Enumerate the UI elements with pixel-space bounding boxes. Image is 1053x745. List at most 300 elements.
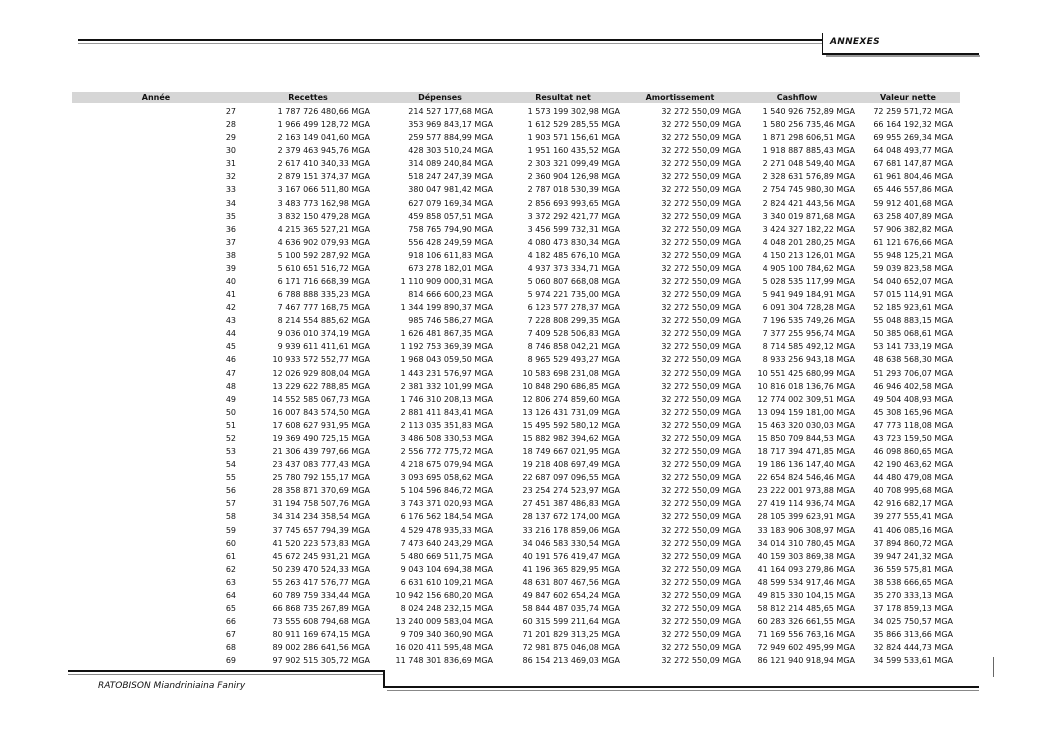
cell-recettes: 7 467 777 168,75 MGA xyxy=(277,303,370,313)
cell-valeur-nette: 35 866 313,66 MGA xyxy=(873,630,953,640)
cell-depenses: 2 556 772 775,72 MGA xyxy=(400,447,493,457)
table-row xyxy=(0,602,1053,615)
cell-valeur-nette: 44 480 479,08 MGA xyxy=(873,473,953,483)
cell-cashflow: 18 717 394 471,85 MGA xyxy=(757,447,855,457)
cell-recettes: 1 787 726 480,66 MGA xyxy=(277,107,370,116)
cell-cashflow: 13 094 159 181,00 MGA xyxy=(757,407,855,417)
cell-valeur-nette: 61 121 676,66 MGA xyxy=(873,237,953,247)
cell-resultat-net: 3 372 292 421,77 MGA xyxy=(527,211,620,221)
cell-recettes: 2 379 463 945,76 MGA xyxy=(277,146,370,156)
cell-amortissement: 32 272 550,09 MGA xyxy=(661,564,741,574)
cell-cashflow: 5 028 535 117,99 MGA xyxy=(762,277,855,287)
cell-amortissement: 32 272 550,09 MGA xyxy=(661,172,741,182)
cell-annee: 40 xyxy=(225,277,236,287)
table-row xyxy=(0,340,1053,353)
cell-recettes: 16 007 843 574,50 MGA xyxy=(272,407,370,417)
cell-amortissement: 32 272 550,09 MGA xyxy=(661,577,741,587)
cell-valeur-nette: 67 681 147,87 MGA xyxy=(873,159,953,169)
cell-annee: 51 xyxy=(225,420,236,430)
cell-annee: 56 xyxy=(225,486,236,496)
cell-resultat-net: 1 951 160 435,52 MGA xyxy=(527,146,620,156)
table-row xyxy=(0,197,1053,210)
cell-cashflow: 4 905 100 784,62 MGA xyxy=(762,263,855,273)
cell-depenses: 459 858 057,51 MGA xyxy=(408,211,493,221)
cell-resultat-net: 10 848 290 686,85 MGA xyxy=(522,381,620,391)
cell-recettes: 14 552 585 067,73 MGA xyxy=(272,394,370,404)
cell-annee: 32 xyxy=(225,172,236,182)
cell-resultat-net: 22 687 097 096,55 MGA xyxy=(522,473,620,483)
table-row xyxy=(0,471,1053,484)
cell-valeur-nette: 57 906 382,82 MGA xyxy=(873,224,953,234)
cell-annee: 27 xyxy=(225,107,236,116)
cell-recettes: 97 902 515 305,72 MGA xyxy=(272,656,370,666)
cell-depenses: 3 743 371 020,93 MGA xyxy=(400,499,493,509)
cell-amortissement: 32 272 550,09 MGA xyxy=(661,420,741,430)
cell-resultat-net: 8 965 529 493,27 MGA xyxy=(527,355,620,365)
cell-cashflow: 1 918 887 885,43 MGA xyxy=(762,146,855,156)
table-row xyxy=(0,654,1053,667)
cell-annee: 66 xyxy=(225,617,236,627)
cell-amortissement: 32 272 550,09 MGA xyxy=(661,185,741,195)
column-header-cashflow: Cashflow xyxy=(776,93,818,102)
cell-annee: 35 xyxy=(225,211,236,221)
cell-resultat-net: 19 218 408 697,49 MGA xyxy=(522,460,620,470)
cell-resultat-net: 2 360 904 126,98 MGA xyxy=(527,172,620,182)
cell-recettes: 2 879 151 374,37 MGA xyxy=(277,172,370,182)
table-row xyxy=(0,131,1053,144)
cell-valeur-nette: 61 961 804,46 MGA xyxy=(873,172,953,182)
cell-amortissement: 32 272 550,09 MGA xyxy=(661,433,741,443)
cell-cashflow: 1 871 298 606,51 MGA xyxy=(762,133,855,143)
cell-amortissement: 32 272 550,09 MGA xyxy=(661,525,741,535)
cell-amortissement: 32 272 550,09 MGA xyxy=(661,460,741,470)
table-row xyxy=(0,641,1053,654)
cell-resultat-net: 4 182 485 676,10 MGA xyxy=(527,250,620,260)
header-rule-shadow xyxy=(78,43,822,44)
cell-depenses: 814 666 600,23 MGA xyxy=(408,290,493,300)
cell-amortissement: 32 272 550,09 MGA xyxy=(661,224,741,234)
cell-annee: 60 xyxy=(225,538,236,548)
cell-depenses: 518 247 247,39 MGA xyxy=(408,172,493,182)
cell-cashflow: 15 463 320 030,03 MGA xyxy=(757,420,855,430)
cell-amortissement: 32 272 550,09 MGA xyxy=(661,277,741,287)
footer-rule-left xyxy=(68,670,384,672)
cell-recettes: 37 745 657 794,39 MGA xyxy=(272,525,370,535)
cell-resultat-net: 15 882 982 394,62 MGA xyxy=(522,433,620,443)
table-row xyxy=(0,576,1053,589)
cell-cashflow: 2 328 631 576,89 MGA xyxy=(762,172,855,182)
cell-depenses: 556 428 249,59 MGA xyxy=(408,237,493,247)
cell-recettes: 2 617 410 340,33 MGA xyxy=(277,159,370,169)
table-row xyxy=(0,157,1053,170)
cell-annee: 28 xyxy=(225,120,236,130)
cell-amortissement: 32 272 550,09 MGA xyxy=(661,499,741,509)
cell-valeur-nette: 46 946 402,58 MGA xyxy=(873,381,953,391)
table-row xyxy=(0,393,1053,406)
cell-recettes: 45 672 245 931,21 MGA xyxy=(272,551,370,561)
cell-cashflow: 86 121 940 918,94 MGA xyxy=(757,656,855,666)
table-row xyxy=(0,183,1053,196)
cell-valeur-nette: 46 098 860,65 MGA xyxy=(873,447,953,457)
cell-depenses: 3 486 508 330,53 MGA xyxy=(400,433,493,443)
cell-recettes: 60 789 759 334,44 MGA xyxy=(272,590,370,600)
cell-annee: 39 xyxy=(225,263,236,273)
cell-depenses: 259 577 884,99 MGA xyxy=(408,133,493,143)
cell-recettes: 73 555 608 794,68 MGA xyxy=(272,617,370,627)
cell-recettes: 5 610 651 516,72 MGA xyxy=(277,263,370,273)
cell-depenses: 380 047 981,42 MGA xyxy=(408,185,493,195)
cell-depenses: 7 473 640 243,29 MGA xyxy=(400,538,493,548)
table-row xyxy=(0,458,1053,471)
cell-valeur-nette: 47 773 118,08 MGA xyxy=(873,420,953,430)
cell-resultat-net: 1 612 529 285,55 MGA xyxy=(527,120,620,130)
cell-recettes: 21 306 439 797,66 MGA xyxy=(272,447,370,457)
cell-resultat-net: 12 806 274 859,60 MGA xyxy=(522,394,620,404)
cell-annee: 55 xyxy=(225,473,236,483)
cell-amortissement: 32 272 550,09 MGA xyxy=(661,486,741,496)
cell-cashflow: 6 091 304 728,28 MGA xyxy=(762,303,855,313)
cell-amortissement: 32 272 550,09 MGA xyxy=(661,512,741,522)
cell-amortissement: 32 272 550,09 MGA xyxy=(661,303,741,313)
cell-valeur-nette: 55 948 125,21 MGA xyxy=(873,250,953,260)
cell-cashflow: 40 159 303 869,38 MGA xyxy=(757,551,855,561)
cell-depenses: 9 709 340 360,90 MGA xyxy=(400,630,493,640)
cell-annee: 53 xyxy=(225,447,236,457)
table-row xyxy=(0,510,1053,523)
cell-depenses: 1 626 481 867,35 MGA xyxy=(400,329,493,339)
cell-depenses: 627 079 169,34 MGA xyxy=(408,198,493,208)
cell-depenses: 2 381 332 101,99 MGA xyxy=(400,381,493,391)
table-row xyxy=(0,524,1053,537)
table-row xyxy=(0,353,1053,366)
cell-cashflow: 34 014 310 780,45 MGA xyxy=(757,538,855,548)
cell-amortissement: 32 272 550,09 MGA xyxy=(661,290,741,300)
cell-cashflow: 27 419 114 936,74 MGA xyxy=(757,499,855,509)
cell-valeur-nette: 52 185 923,61 MGA xyxy=(873,303,953,313)
cell-valeur-nette: 50 385 068,61 MGA xyxy=(873,329,953,339)
cell-resultat-net: 2 856 693 993,65 MGA xyxy=(527,198,620,208)
cell-cashflow: 4 048 201 280,25 MGA xyxy=(762,237,855,247)
cell-valeur-nette: 32 824 444,73 MGA xyxy=(873,643,953,653)
column-header-valeur-nette: Valeur nette xyxy=(880,93,936,102)
cell-resultat-net: 2 787 018 530,39 MGA xyxy=(527,185,620,195)
table-row xyxy=(0,445,1053,458)
cell-annee: 63 xyxy=(225,577,236,587)
cell-annee: 48 xyxy=(225,381,236,391)
table-row xyxy=(0,589,1053,602)
cell-resultat-net: 7 228 808 299,35 MGA xyxy=(527,316,620,326)
cell-cashflow: 2 754 745 980,30 MGA xyxy=(762,185,855,195)
cell-valeur-nette: 54 040 652,07 MGA xyxy=(873,277,953,287)
table-row xyxy=(0,118,1053,131)
cell-amortissement: 32 272 550,09 MGA xyxy=(661,394,741,404)
cell-recettes: 3 483 773 162,98 MGA xyxy=(277,198,370,208)
cell-cashflow: 28 105 399 623,91 MGA xyxy=(757,512,855,522)
cell-resultat-net: 71 201 829 313,25 MGA xyxy=(522,630,620,640)
cell-annee: 29 xyxy=(225,133,236,143)
table-row xyxy=(0,314,1053,327)
cell-resultat-net: 8 746 858 042,21 MGA xyxy=(527,342,620,352)
cell-amortissement: 32 272 550,09 MGA xyxy=(661,551,741,561)
table-row xyxy=(0,210,1053,223)
cell-resultat-net: 18 749 667 021,95 MGA xyxy=(522,447,620,457)
cell-recettes: 17 608 627 931,95 MGA xyxy=(272,420,370,430)
footer-rule-right xyxy=(383,686,979,688)
cell-amortissement: 32 272 550,09 MGA xyxy=(661,159,741,169)
cell-resultat-net: 5 060 807 668,08 MGA xyxy=(527,277,620,287)
cell-resultat-net: 49 847 602 654,24 MGA xyxy=(522,590,620,600)
cell-recettes: 9 939 611 411,61 MGA xyxy=(277,342,370,352)
cell-recettes: 9 036 010 374,19 MGA xyxy=(277,329,370,339)
cell-cashflow: 72 949 602 495,99 MGA xyxy=(757,643,855,653)
cell-recettes: 80 911 169 674,15 MGA xyxy=(272,630,370,640)
cell-valeur-nette: 45 308 165,96 MGA xyxy=(873,407,953,417)
cell-cashflow: 71 169 556 763,16 MGA xyxy=(757,630,855,640)
table-row xyxy=(0,367,1053,380)
cell-amortissement: 32 272 550,09 MGA xyxy=(661,603,741,613)
cell-amortissement: 32 272 550,09 MGA xyxy=(661,198,741,208)
cell-amortissement: 32 272 550,09 MGA xyxy=(661,538,741,548)
cell-valeur-nette: 41 406 085,16 MGA xyxy=(873,525,953,535)
cell-depenses: 4 529 478 935,33 MGA xyxy=(400,525,493,535)
table-row xyxy=(0,327,1053,340)
header-title-box-shadow xyxy=(826,55,980,57)
cell-resultat-net: 6 123 577 278,37 MGA xyxy=(527,303,620,313)
cell-amortissement: 32 272 550,09 MGA xyxy=(661,656,741,666)
cell-depenses: 985 746 586,27 MGA xyxy=(408,316,493,326)
cell-recettes: 6 171 716 668,39 MGA xyxy=(277,277,370,287)
cell-valeur-nette: 57 015 114,91 MGA xyxy=(873,290,953,300)
table-row xyxy=(0,223,1053,236)
table-row xyxy=(0,419,1053,432)
cell-recettes: 31 194 758 507,76 MGA xyxy=(272,499,370,509)
cell-amortissement: 32 272 550,09 MGA xyxy=(661,146,741,156)
column-header-recettes: Recettes xyxy=(288,93,328,102)
cell-cashflow: 2 271 048 549,40 MGA xyxy=(762,159,855,169)
cell-depenses: 758 765 794,90 MGA xyxy=(408,224,493,234)
cell-annee: 46 xyxy=(225,355,236,365)
table-row xyxy=(0,484,1053,497)
table-row xyxy=(0,170,1053,183)
cell-annee: 37 xyxy=(225,237,236,247)
cell-depenses: 2 881 411 843,41 MGA xyxy=(400,407,493,417)
table-row xyxy=(0,236,1053,249)
cell-resultat-net: 58 844 487 035,74 MGA xyxy=(522,603,620,613)
table-row xyxy=(0,615,1053,628)
cell-annee: 57 xyxy=(225,499,236,509)
cell-depenses: 1 443 231 576,97 MGA xyxy=(400,368,493,378)
cell-cashflow: 10 816 018 136,76 MGA xyxy=(757,381,855,391)
cell-recettes: 41 520 223 573,83 MGA xyxy=(272,538,370,548)
cell-recettes: 12 026 929 808,04 MGA xyxy=(272,368,370,378)
cell-valeur-nette: 69 955 269,34 MGA xyxy=(873,133,953,143)
cell-annee: 33 xyxy=(225,185,236,195)
cell-cashflow: 58 812 214 485,65 MGA xyxy=(757,603,855,613)
cell-annee: 68 xyxy=(225,643,236,653)
cell-recettes: 5 100 592 287,92 MGA xyxy=(277,250,370,260)
cell-depenses: 5 104 596 846,72 MGA xyxy=(400,486,493,496)
cell-annee: 58 xyxy=(225,512,236,522)
cell-valeur-nette: 48 638 568,30 MGA xyxy=(873,355,953,365)
cell-cashflow: 7 196 535 749,26 MGA xyxy=(762,316,855,326)
cell-valeur-nette: 37 178 859,13 MGA xyxy=(873,603,953,613)
cell-amortissement: 32 272 550,09 MGA xyxy=(661,107,741,116)
cell-cashflow: 10 551 425 680,99 MGA xyxy=(757,368,855,378)
cell-depenses: 1 110 909 000,31 MGA xyxy=(400,277,493,287)
table-row xyxy=(0,628,1053,641)
cell-amortissement: 32 272 550,09 MGA xyxy=(661,263,741,273)
cell-resultat-net: 13 126 431 731,09 MGA xyxy=(522,407,620,417)
cell-depenses: 4 218 675 079,94 MGA xyxy=(400,460,493,470)
cell-depenses: 673 278 182,01 MGA xyxy=(408,263,493,273)
cell-amortissement: 32 272 550,09 MGA xyxy=(661,590,741,600)
cell-annee: 64 xyxy=(225,590,236,600)
header-rule xyxy=(78,39,822,41)
cell-amortissement: 32 272 550,09 MGA xyxy=(661,250,741,260)
cell-resultat-net: 5 974 221 735,00 MGA xyxy=(527,290,620,300)
cell-cashflow: 7 377 255 956,74 MGA xyxy=(762,329,855,339)
table-row xyxy=(0,105,1053,118)
cell-valeur-nette: 49 504 408,93 MGA xyxy=(873,394,953,404)
cell-cashflow: 3 340 019 871,68 MGA xyxy=(762,211,855,221)
cell-depenses: 353 969 843,17 MGA xyxy=(408,120,493,130)
cell-cashflow: 1 540 926 752,89 MGA xyxy=(762,107,855,116)
cell-amortissement: 32 272 550,09 MGA xyxy=(661,120,741,130)
table-row xyxy=(0,550,1053,563)
table-body xyxy=(0,105,1053,667)
cell-resultat-net: 27 451 387 486,83 MGA xyxy=(522,499,620,509)
cell-cashflow: 3 424 327 182,22 MGA xyxy=(762,224,855,234)
cell-valeur-nette: 42 190 463,62 MGA xyxy=(873,460,953,470)
cell-resultat-net: 1 903 571 156,61 MGA xyxy=(527,133,620,143)
cell-valeur-nette: 59 912 401,68 MGA xyxy=(873,198,953,208)
cell-depenses: 1 968 043 059,50 MGA xyxy=(400,355,493,365)
cell-valeur-nette: 64 048 493,77 MGA xyxy=(873,146,953,156)
cell-depenses: 2 113 035 351,83 MGA xyxy=(400,420,493,430)
cell-valeur-nette: 40 708 995,68 MGA xyxy=(873,486,953,496)
cell-annee: 61 xyxy=(225,551,236,561)
cell-recettes: 8 214 554 885,62 MGA xyxy=(277,316,370,326)
cell-recettes: 28 358 871 370,69 MGA xyxy=(272,486,370,496)
cell-resultat-net: 28 137 672 174,00 MGA xyxy=(522,512,620,522)
cell-depenses: 9 043 104 694,38 MGA xyxy=(400,564,493,574)
cell-recettes: 66 868 735 267,89 MGA xyxy=(272,603,370,613)
cell-depenses: 3 093 695 058,62 MGA xyxy=(400,473,493,483)
cell-annee: 62 xyxy=(225,564,236,574)
cell-recettes: 25 780 792 155,17 MGA xyxy=(272,473,370,483)
cell-depenses: 1 344 199 890,37 MGA xyxy=(400,303,493,313)
cell-amortissement: 32 272 550,09 MGA xyxy=(661,381,741,391)
cell-depenses: 1 746 310 208,13 MGA xyxy=(400,394,493,404)
cell-amortissement: 32 272 550,09 MGA xyxy=(661,211,741,221)
cell-cashflow: 2 824 421 443,56 MGA xyxy=(762,198,855,208)
cell-recettes: 4 636 902 079,93 MGA xyxy=(277,237,370,247)
cell-valeur-nette: 53 141 733,19 MGA xyxy=(873,342,953,352)
cell-depenses: 11 748 301 836,69 MGA xyxy=(395,656,493,666)
cell-cashflow: 49 815 330 104,15 MGA xyxy=(757,590,855,600)
cell-amortissement: 32 272 550,09 MGA xyxy=(661,355,741,365)
cell-cashflow: 1 580 256 735,46 MGA xyxy=(762,120,855,130)
cell-amortissement: 32 272 550,09 MGA xyxy=(661,407,741,417)
cell-depenses: 5 480 669 511,75 MGA xyxy=(400,551,493,561)
cell-valeur-nette: 37 894 860,72 MGA xyxy=(873,538,953,548)
cell-cashflow: 12 774 002 309,51 MGA xyxy=(757,394,855,404)
header-title: ANNEXES xyxy=(830,37,880,47)
cell-resultat-net: 10 583 698 231,08 MGA xyxy=(522,368,620,378)
cell-depenses: 214 527 177,68 MGA xyxy=(408,107,493,116)
cell-resultat-net: 33 216 178 859,06 MGA xyxy=(522,525,620,535)
cell-valeur-nette: 63 258 407,89 MGA xyxy=(873,211,953,221)
table-row xyxy=(0,275,1053,288)
table-row xyxy=(0,563,1053,576)
cell-recettes: 13 229 622 788,85 MGA xyxy=(272,381,370,391)
cell-resultat-net: 1 573 199 302,98 MGA xyxy=(527,107,620,116)
cell-recettes: 89 002 286 641,56 MGA xyxy=(272,643,370,653)
cell-resultat-net: 40 191 576 419,47 MGA xyxy=(522,551,620,561)
cell-cashflow: 23 222 001 973,88 MGA xyxy=(757,486,855,496)
cell-valeur-nette: 38 538 666,65 MGA xyxy=(873,577,953,587)
cell-annee: 49 xyxy=(225,394,236,404)
cell-valeur-nette: 35 270 333,13 MGA xyxy=(873,590,953,600)
cell-valeur-nette: 65 446 557,86 MGA xyxy=(873,185,953,195)
cell-annee: 59 xyxy=(225,525,236,535)
table-row xyxy=(0,432,1053,445)
cell-annee: 36 xyxy=(225,224,236,234)
cell-resultat-net: 15 495 592 580,12 MGA xyxy=(522,420,620,430)
cell-depenses: 8 024 248 232,15 MGA xyxy=(400,603,493,613)
column-header-amortissement: Amortissement xyxy=(645,93,715,102)
cell-depenses: 6 176 562 184,54 MGA xyxy=(400,512,493,522)
cell-amortissement: 32 272 550,09 MGA xyxy=(661,473,741,483)
table-row xyxy=(0,380,1053,393)
cell-amortissement: 32 272 550,09 MGA xyxy=(661,342,741,352)
cell-amortissement: 32 272 550,09 MGA xyxy=(661,237,741,247)
cell-resultat-net: 4 080 473 830,34 MGA xyxy=(527,237,620,247)
cell-recettes: 10 933 572 552,77 MGA xyxy=(272,355,370,365)
cell-annee: 30 xyxy=(225,146,236,156)
cell-recettes: 3 167 066 511,80 MGA xyxy=(277,185,370,195)
cell-recettes: 4 215 365 527,21 MGA xyxy=(277,224,370,234)
cell-cashflow: 8 714 585 492,12 MGA xyxy=(762,342,855,352)
cell-resultat-net: 41 196 365 829,95 MGA xyxy=(522,564,620,574)
cell-depenses: 6 631 610 109,21 MGA xyxy=(400,577,493,587)
cell-depenses: 10 942 156 680,20 MGA xyxy=(395,590,493,600)
cell-amortissement: 32 272 550,09 MGA xyxy=(661,447,741,457)
cell-depenses: 1 192 753 369,39 MGA xyxy=(400,342,493,352)
cell-resultat-net: 4 937 373 334,71 MGA xyxy=(527,263,620,273)
cell-valeur-nette: 34 599 533,61 MGA xyxy=(873,656,953,666)
cell-valeur-nette: 34 025 750,57 MGA xyxy=(873,617,953,627)
footer-rule-left-shadow xyxy=(68,674,384,675)
footer-author: RATOBISON Miandriniaina Faniry xyxy=(98,681,246,691)
cell-resultat-net: 2 303 321 099,49 MGA xyxy=(527,159,620,169)
column-header-annee: Année xyxy=(141,93,171,102)
cell-resultat-net: 60 315 599 211,64 MGA xyxy=(522,617,620,627)
cell-recettes: 19 369 490 725,15 MGA xyxy=(272,433,370,443)
cell-amortissement: 32 272 550,09 MGA xyxy=(661,630,741,640)
cell-valeur-nette: 39 947 241,32 MGA xyxy=(873,551,953,561)
cell-annee: 50 xyxy=(225,407,236,417)
cell-recettes: 1 966 499 128,72 MGA xyxy=(277,120,370,130)
cell-valeur-nette: 51 293 706,07 MGA xyxy=(873,368,953,378)
cell-recettes: 34 314 234 358,54 MGA xyxy=(272,512,370,522)
cell-recettes: 55 263 417 576,77 MGA xyxy=(272,577,370,587)
column-header-resultat-net: Resultat net xyxy=(535,93,591,102)
cell-valeur-nette: 42 916 682,17 MGA xyxy=(873,499,953,509)
table-row xyxy=(0,301,1053,314)
cell-amortissement: 32 272 550,09 MGA xyxy=(661,643,741,653)
cell-resultat-net: 3 456 599 732,31 MGA xyxy=(527,224,620,234)
